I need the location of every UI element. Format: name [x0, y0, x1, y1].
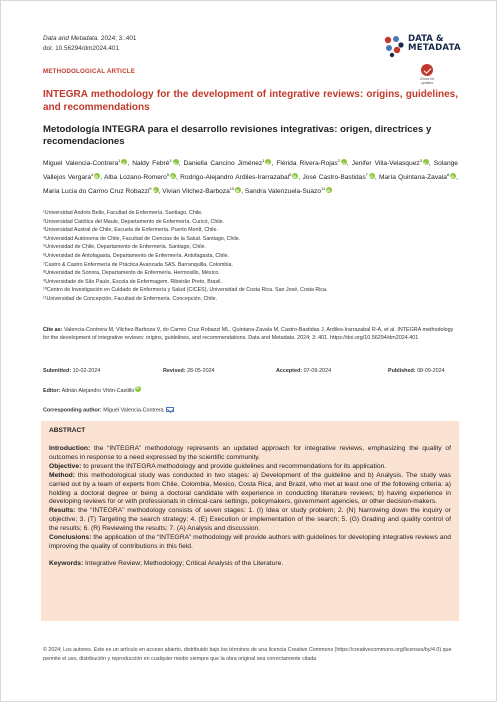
doi[interactable]: doi: 10.56294/dm2024.401	[43, 45, 120, 52]
journal-name: Data and Metadata.	[43, 35, 100, 42]
orcid-icon[interactable]	[121, 159, 127, 165]
published-date: Published: 08-09-2024	[388, 368, 445, 374]
author-name: Daniella Cancino Jiménez	[183, 160, 263, 168]
editor-name: Adrián Alejandro Vitón-Castillo	[61, 388, 135, 394]
affiliation-item: ¹Universidad Andrés Bello, Facultad de Enfermería. Santiago, Chile.	[43, 210, 203, 216]
affiliation-item: ⁶Universidad de Antofagasta, Departamento de Enfermería. Antofagasta, Chile.	[43, 252, 229, 259]
author-affiliation-number: 3	[419, 158, 422, 163]
author-affiliation-number: 1	[262, 158, 265, 163]
accepted-date: Accepted: 07-09-2024	[276, 368, 332, 374]
affiliation-item: ²Universidad Católica del Maule, Departamento de Enfermería. Curicó, Chile.	[43, 218, 225, 225]
author-affiliation-number: 8	[446, 171, 450, 177]
corresponding-author	[43, 407, 174, 414]
author	[379, 171, 456, 181]
author-name: María Quintana-Zavala	[379, 173, 447, 181]
author	[43, 160, 127, 167]
abstract-heading: ABSTRACT	[49, 427, 86, 434]
orcid-icon[interactable]	[369, 173, 375, 179]
orcid-icon[interactable]	[292, 173, 298, 179]
author	[180, 171, 298, 181]
author-list: Miguel Valencia-Contrera$^1$iD , Naldy Febré$^1$iD , Daniella Cancino Jiménez$^1$iD , Flérida Rivera-Rojas$^2$iD , Jenifer Villa-Velasquez$^3$iD , Solange Vallejos Vergara$^4$iD , Alba Lozano-Romero$^5$iD , Rodrigo-Alejandro Ardiles-Irarrazabal$^6$iD , José Castro-Bastidas$^7$iD , María Quintana-Zavala$^8$iD , Maria Lucia do Carmo Cruz Robazzi$^9$iD , Vivian Vilchez-Barboza$^{10}$iD , Sandra Valenzuela-Suazo$^{11}$iD	[43, 156, 458, 197]
author-name: Miguel Valencia-Contrera	[43, 160, 119, 168]
affiliation-item: ¹¹Universidad de Concepción, Facultad de Enfermería. Concepción, Chile.	[43, 295, 218, 302]
author-name: Rodrigo-Alejandro Ardiles-Irarrazabal	[180, 173, 290, 181]
author-name: Vivian Vilchez-Barboza	[162, 187, 230, 195]
author	[162, 185, 241, 195]
submitted-date: Submitted: 10-02-2024	[43, 368, 101, 374]
author-affiliation-number: 7	[365, 171, 368, 177]
title-spanish: Metodología INTEGRA para el desarrollo revisiones integrativas: origen, directrices y recomendaciones	[43, 124, 432, 147]
author	[184, 160, 272, 167]
orcid-icon[interactable]	[265, 159, 271, 165]
corresponding-name: Miguel Valencia-Contrera	[103, 407, 164, 414]
orcid-icon[interactable]	[341, 159, 347, 165]
journal-ref: 2024; 3:.401	[99, 35, 137, 42]
affiliation-item: ⁵Universidad de Chile, Departamento de Enfermería. Santiago, Chile.	[43, 244, 206, 251]
author-name: Flérida Rivera-Rojas	[276, 160, 338, 168]
affiliation-item: ³Universidad Austral de Chile, Escuela de Enfermería. Puerto Montt, Chile.	[43, 227, 218, 234]
check-for-updates[interactable]	[416, 64, 438, 85]
cite-label: Cite as:	[43, 327, 63, 333]
orcid-icon[interactable]	[423, 159, 429, 165]
author-affiliation-number: 5	[166, 171, 170, 177]
author-affiliation-number: 6	[289, 171, 292, 177]
author-name: Sandra Valenzuela-Suazo	[244, 187, 322, 195]
author	[104, 171, 176, 181]
logo-line-1: DATA &	[408, 34, 444, 44]
logo-line-2: METADATA	[408, 43, 461, 53]
keywords: Keywords: Integrative Review; Methodology; Critical Analysis of the Literature.	[49, 559, 284, 567]
orcid-icon[interactable]	[450, 173, 456, 179]
author-name: Maria Lucia do Carmo Cruz Robazzi	[43, 187, 150, 195]
cite-text: Valencia-Contrera M, Vilchez-Barboza V, do Carmo Cruz Robazzi ML, Quintana-Zavala M, Castro-Bastidas J, Ardiles-Irarrazabal R-A, et al. INTEGRA methodology for the development of integrative reviews: origins, guidelines, and recommendations. Data and Metadata. 2024; 3:.401. https://doi.org/10.56294/dm2024.401	[43, 327, 454, 342]
check-updates-icon	[421, 64, 433, 76]
data-metadata-logo-icon	[382, 34, 406, 58]
title-english: INTEGRA methodology for the development of integrative reviews: origins, guidelines, and recommendations	[43, 89, 458, 113]
author-name: José Castro-Bastidas	[302, 173, 366, 181]
author-affiliation-number: 9	[149, 185, 152, 191]
orcid-icon[interactable]	[153, 187, 159, 193]
author-name: Jenifer Villa-Velasquez	[351, 160, 420, 168]
author-affiliation-number: 1	[118, 158, 121, 163]
email-icon[interactable]	[166, 407, 174, 412]
author	[276, 160, 347, 167]
author-name: Naldy Febré	[132, 160, 170, 168]
affiliation-item: ⁹Universidade de São Paulo, Escola de Enfermagem. Ribeirão Preto, Brasil.	[43, 278, 222, 285]
affiliation-item: ⁸Universidad de Sonora, Departamento de Enfermería. Hermosillo, México.	[43, 270, 220, 277]
journal-logo[interactable]	[382, 32, 460, 62]
revised-date: Revised: 28-05-2024	[163, 368, 215, 374]
editor-label: Editor:	[43, 388, 61, 394]
citation	[43, 326, 458, 343]
author-affiliation-number: 1	[169, 158, 172, 163]
author-affiliation-number: 2	[337, 158, 340, 163]
journal-header	[43, 34, 136, 54]
orcid-icon[interactable]	[170, 173, 176, 179]
orcid-icon[interactable]	[94, 173, 100, 179]
orcid-icon[interactable]	[326, 187, 332, 193]
author	[132, 160, 178, 167]
orcid-icon[interactable]	[235, 187, 241, 193]
editor	[43, 386, 141, 394]
author-name: Alba Lozano-Romero	[104, 173, 167, 181]
author	[43, 185, 159, 195]
corresponding-label: Corresponding author:	[43, 407, 102, 414]
author-affiliation-number: 10	[229, 185, 235, 191]
abstract-box	[41, 421, 459, 621]
author-affiliation-number: 11	[321, 185, 326, 191]
abstract-body: Introduction: the “INTEGRA” methodology represents an updated approach for integrative reviews, emphasizing the quality of outcomes in response to a need expressed by the scientific community. Objective: to present the INTEGRA methodology and provide guidelines and recommendations for its application. Method: this methodological study was conducted in two stages: a) Development of the guideline and b) Analysis. The study was carried out by a team of experts from Chile, Colombia, Mexico, Costa Rica, and Brazil, who met at least one of the following criteria: a) holding a doctoral degree or being a doctoral candidate with experience in conducting literature reviews; b) having experience in developing reviews for or with professionals in clinical-care settings, policymakers, government agencies, or other decision-makers. Results: the “INTEGRA” methodology consists of seven stages: 1. (I) Idea or study problem; 2. (N) Narrowing down the inquiry or objective; 3. (T) Targeting the search strategy; 4. (E) Execution or implementation of the search; 5. (G) Grading and quality control of the results; 6. (R) Reviewing the results; 7. (A) Analysis and discussion. Conclusions: the application of the “INTEGRA” methodology will provide authors with guidelines for developing integrative reviews and improving the quality of contributions in this field.	[49, 445, 451, 550]
affiliation-item: ¹⁰Centro de Investigación en Cuidado de Enfermería y Salud (CICES), Universidad de Costa Rica. San José, Costa Rica.	[43, 287, 328, 294]
affiliation-list	[43, 209, 458, 304]
license-notice: © 2024; Los autores. Este es un artículo en acceso abierto, distribuido bajo los términos de una licencia Creative Commons (https://creativecommons.org/licenses/by/4.0) que permite el uso, distribución y reproducción en cualquier medio siempre que la obra original sea correctamente citada	[43, 647, 452, 662]
author	[302, 171, 375, 181]
author-name: Solange Vallejos Vergara	[43, 160, 458, 181]
affiliation-item: ⁴Universidad Autónoma de Chile, Facultad de Ciencias de la Salud. Santiago, Chile.	[43, 235, 241, 242]
check-updates-label: Check for updates	[419, 77, 435, 85]
author	[244, 185, 332, 195]
orcid-icon[interactable]	[173, 159, 179, 165]
author-affiliation-number: 4	[91, 171, 94, 177]
affiliation-item: ⁷Castro & Castro Enfermería de Práctica Avanzada SAS. Barranquilla, Colombia.	[43, 261, 233, 268]
article-type: METHODOLOGICAL ARTICLE	[43, 68, 136, 75]
orcid-icon[interactable]	[135, 386, 141, 392]
author	[352, 160, 429, 167]
